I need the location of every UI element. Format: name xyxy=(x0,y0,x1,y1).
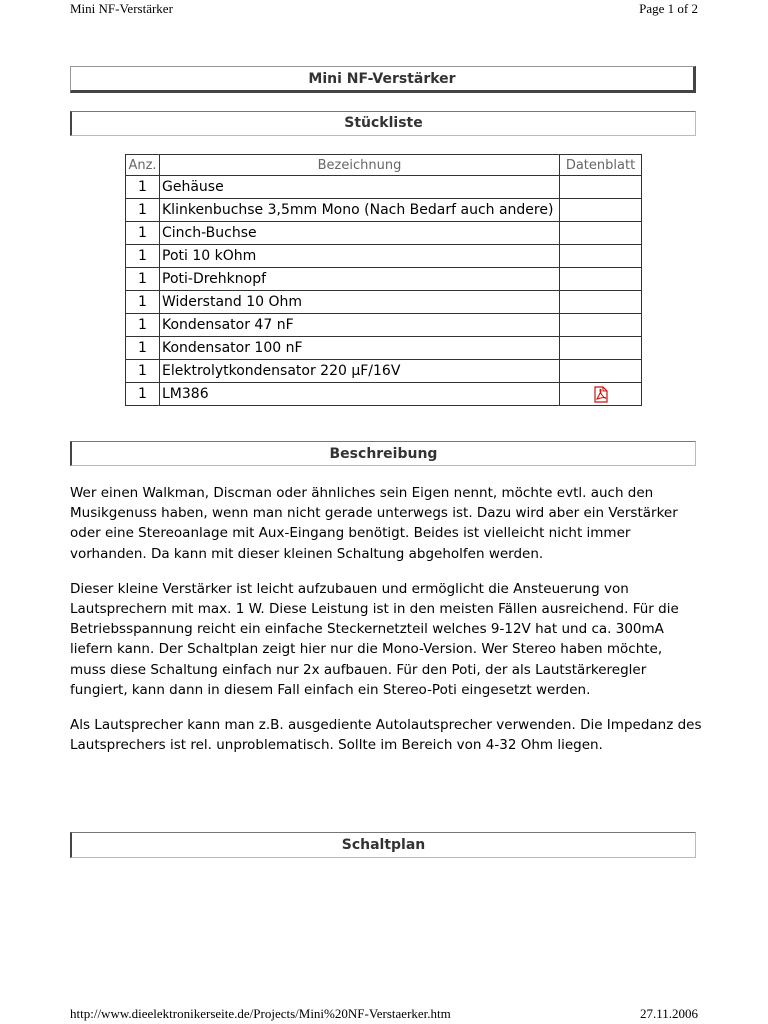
row-sheet xyxy=(560,291,642,314)
row-qty: 1 xyxy=(126,337,160,360)
print-footer-date: 27.11.2006 xyxy=(639,1006,698,1021)
table-row xyxy=(126,268,642,291)
table-row xyxy=(126,314,642,337)
row-sheet xyxy=(560,314,642,337)
description xyxy=(70,483,702,770)
parts-table xyxy=(125,154,642,406)
row-sheet xyxy=(560,337,642,360)
header-qty: Anz. xyxy=(126,155,160,176)
header-sheet: Datenblatt xyxy=(560,155,642,176)
row-name: Klinkenbuchse 3,5mm Mono (Nach Bedarf auch andere) xyxy=(160,199,560,222)
parts-heading: Stückliste xyxy=(70,111,696,136)
header-name: Bezeichnung xyxy=(160,155,560,176)
table-row xyxy=(126,383,642,406)
table-row xyxy=(126,199,642,222)
row-name: Elektrolytkondensator 220 µF/16V xyxy=(160,360,560,383)
parts-table-header xyxy=(126,155,642,176)
row-qty: 1 xyxy=(126,245,160,268)
row-name: Poti 10 kOhm xyxy=(160,245,560,268)
pdf-icon[interactable] xyxy=(594,386,608,403)
row-sheet xyxy=(560,176,642,199)
print-header-title: Mini NF-Verstärker xyxy=(70,1,173,16)
row-name: Widerstand 10 Ohm xyxy=(160,291,560,314)
schematic-heading: Schaltplan xyxy=(70,832,696,858)
row-qty: 1 xyxy=(126,383,160,406)
page-title: Mini NF-Verstärker xyxy=(70,66,696,93)
table-row xyxy=(126,245,642,268)
row-sheet xyxy=(560,360,642,383)
print-header-page: Page 1 of 2 xyxy=(639,1,698,16)
print-header xyxy=(70,1,698,17)
row-qty: 1 xyxy=(126,291,160,314)
row-qty: 1 xyxy=(126,268,160,291)
row-qty: 1 xyxy=(126,314,160,337)
print-footer-url: http://www.dieelektronikerseite.de/Projects/Mini%20NF-Verstaerker.htm xyxy=(70,1006,451,1021)
row-name: Poti-Drehknopf xyxy=(160,268,560,291)
row-name: Gehäuse xyxy=(160,176,560,199)
print-footer xyxy=(70,1006,698,1022)
description-paragraph: Dieser kleine Verstärker ist leicht aufzubauen und ermöglicht die Ansteuerung von Lautsprechern mit max. 1 W. Diese Leistung ist in den meisten Fällen ausreichend. Für die Betriebsspannung reicht ein einfache Steckernetzteil welches 9-12V hat und ca. 300mA liefern kann. Der Schaltplan zeigt hier nur die Mono-Version. Wer Stereo haben möchte, muss diese Schaltung einfach nur 2x aufbauen. Für den Poti, der als Lautstärkeregler fungiert, kann dann in diesem Fall einfach ein Stereo-Poti eingesetzt werden. xyxy=(70,580,679,698)
table-row xyxy=(126,337,642,360)
table-row xyxy=(126,176,642,199)
row-name: Cinch-Buchse xyxy=(160,222,560,245)
description-heading: Beschreibung xyxy=(70,441,696,466)
row-sheet xyxy=(560,245,642,268)
row-sheet xyxy=(560,383,642,406)
row-sheet xyxy=(560,199,642,222)
table-row xyxy=(126,291,642,314)
row-qty: 1 xyxy=(126,222,160,245)
row-qty: 1 xyxy=(126,176,160,199)
row-name: Kondensator 100 nF xyxy=(160,337,560,360)
table-row xyxy=(126,222,642,245)
row-name: Kondensator 47 nF xyxy=(160,314,560,337)
row-name: LM386 xyxy=(160,383,560,406)
row-qty: 1 xyxy=(126,199,160,222)
description-paragraph: Wer einen Walkman, Discman oder ähnliches sein Eigen nennt, möchte evtl. auch den Musikgenuss haben, wenn man nicht gerade unterwegs ist. Dazu wird aber ein Verstärker oder eine Stereoanlage mit Aux-Eingang benötigt. Beides ist vielleicht nicht immer vorhanden. Da kann mit dieser kleinen Schaltung abgeholfen werden. xyxy=(70,485,678,562)
row-qty: 1 xyxy=(126,360,160,383)
row-sheet xyxy=(560,268,642,291)
row-sheet xyxy=(560,222,642,245)
table-row xyxy=(126,360,642,383)
description-paragraph: Als Lautsprecher kann man z.B. ausgediente Autolautsprecher verwenden. Die Impedanz des Lautsprechers ist rel. unproblematisch. Sollte im Bereich von 4-32 Ohm liegen. xyxy=(70,717,702,754)
